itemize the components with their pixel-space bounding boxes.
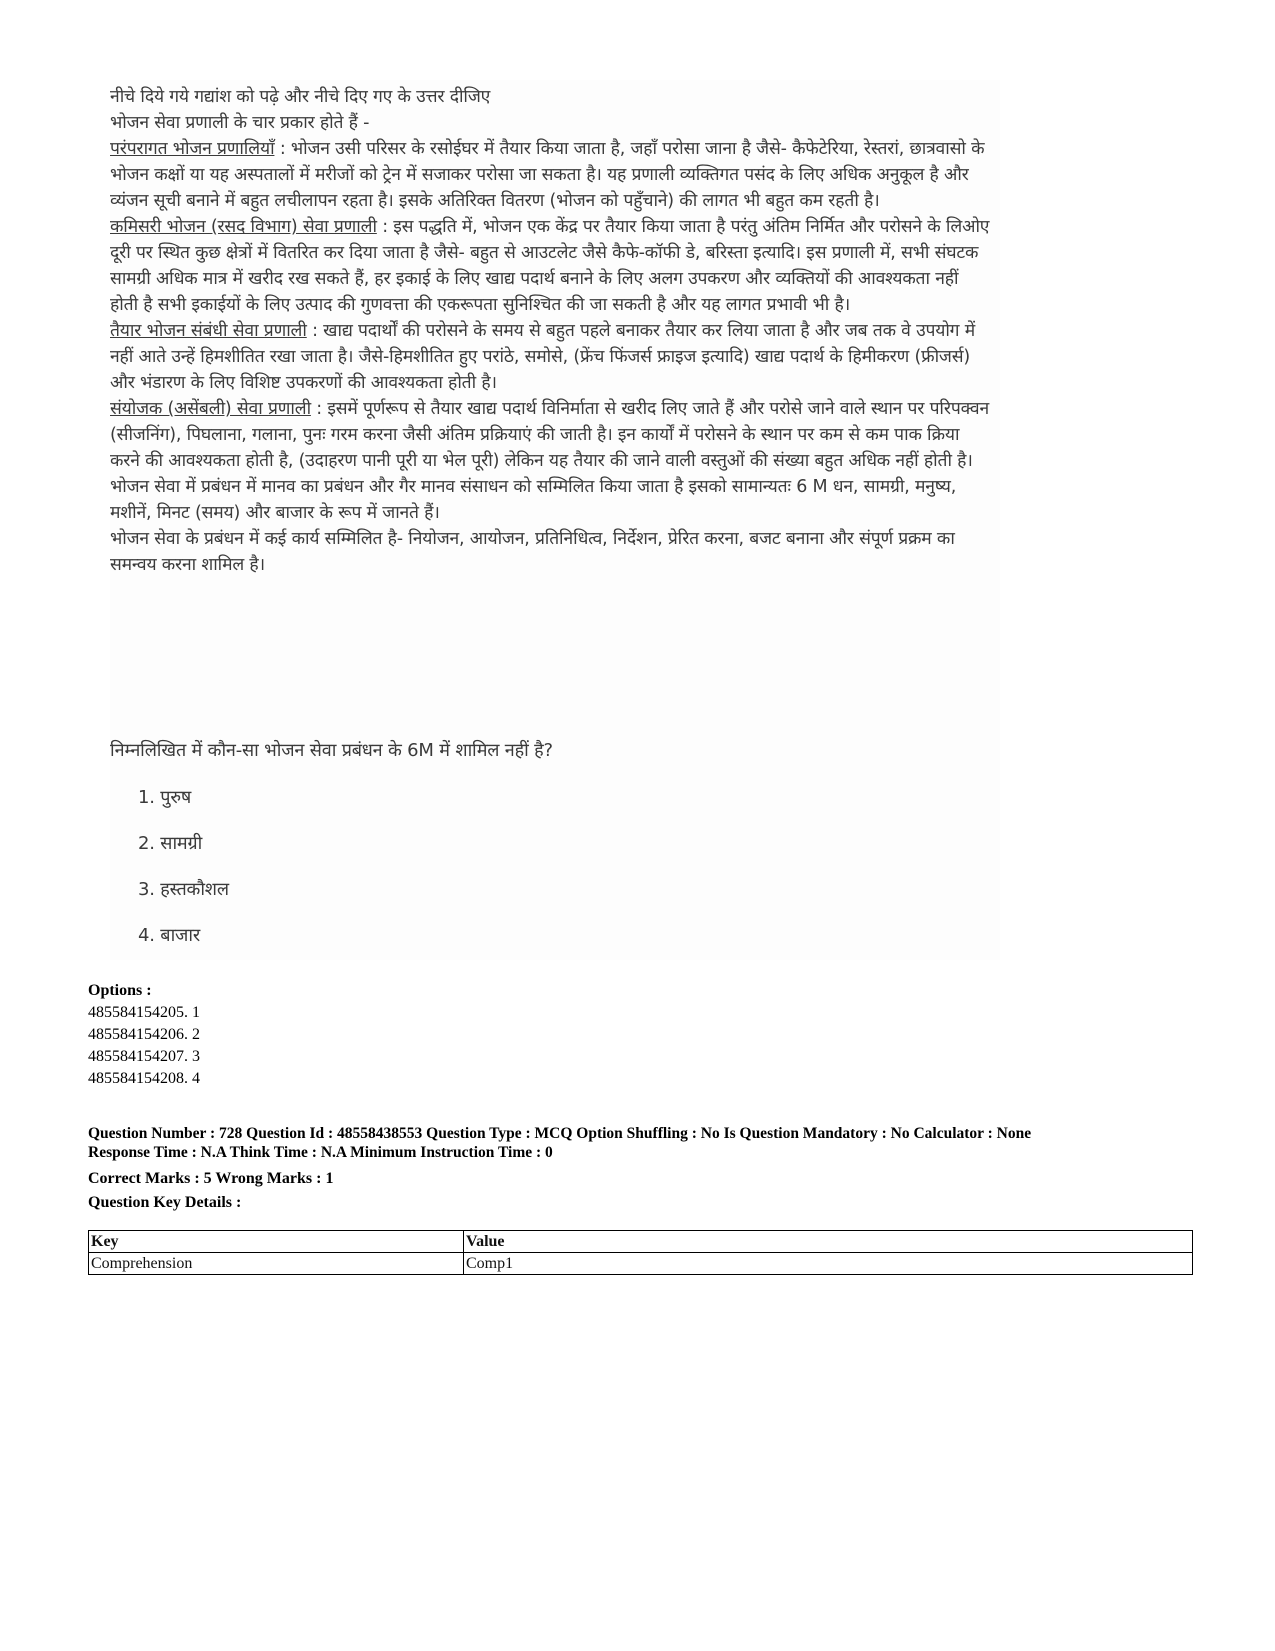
question-meta-line-1: Question Number : 728 Question Id : 48558438553 Question Type : MCQ Option Shuffling : No Is Question Mandatory : No Calculator : None: [88, 1125, 1032, 1142]
paragraph-3-text: : खाद्य पदार्थों की परोसने के समय से बहुत पहले बनाकर तैयार कर लिया जाता है और जब तक वे उपयोग में नहीं आते उन्हें हिमशीतित रखा जाता है। जैसे-हिमशीतित हुए परांठे, समोसे, (फ्रेंच फिंजर्स फ्राइज इत्यादि) खाद्य पदार्थ के हिमीकरण (फ्रीजर्स) और भंडारण के लिए विशिष्ट उपकरणों की आवश्यकता होती है।: [110, 321, 975, 393]
passage-intro: नीचे दिये गये गद्यांश को पढ़े और नीचे दिए गए के उत्तर दीजिए: [110, 87, 491, 107]
option-item-2: 485584154206. 2: [88, 1026, 200, 1043]
paragraph-2-text: : इस पद्धति में, भोजन एक केंद्र पर तैयार किया जाता है परंतु अंतिम निर्मित और परोसने के लिओए दूरी पर स्थित कुछ क्षेत्रों में वितरित कर दिया जाता है जैसे- बहुत से आउटलेट जैसे कैफे-कॉफी डे, बरिस्ता इत्यादि। इस प्रणाली में, सभी संघटक सामग्री अधिक मात्र में खरीद रख सकते हैं, हर इकाई के लिए खाद्य पदार्थ बनाने के लिए अलग उपकरण और व्यक्तियों की आवश्यकता नहीं होती है सभी इकाईयों के लिए उत्पाद की गुणवत्ता की एकरूपता सुनिश्चित की जा सकती है और यह लागत प्रभावी भी है।: [110, 217, 990, 315]
key-details-table: [88, 1230, 1193, 1275]
table-header-value: Value: [464, 1231, 1193, 1253]
option-item-4: 485584154208. 4: [88, 1070, 200, 1087]
choice-3: 3. हस्तकौशल: [138, 879, 229, 900]
passage-paragraph-3: [110, 318, 990, 396]
table-row: [89, 1253, 1193, 1275]
paragraph-2-title: कमिसरी भोजन (रसद विभाग) सेवा प्रणाली: [110, 217, 377, 237]
paragraph-3-title: तैयार भोजन संबंधी सेवा प्रणाली: [110, 321, 307, 341]
table-header-row: [89, 1231, 1193, 1253]
passage-heading: भोजन सेवा प्रणाली के चार प्रकार होते हैं -: [110, 113, 370, 133]
paragraph-4-text: : इसमें पूर्णरूप से तैयार खाद्य पदार्थ विनिर्माता से खरीद लिए जाते हैं और परोसे जाने वाले स्थान पर परिपक्वन (सीजनिंग), पिघलाना, गलाना, पुनः गरम करना जैसी अंतिम प्रक्रियाएं की जाती है। इन कार्यों में परोसने के स्थान पर कम से कम पाक क्रिया करने की आवश्यकता होती है, (उदाहरण पानी पूरी या भेल पूरी) लेकिन यह तैयार की जाने वाली वस्तुओं की संख्या बहुत अधिक नहीं होती है। भोजन सेवा में प्रबंधन में मानव का प्रबंधन और गैर मानव संसाधन को सम्मिलित किया जाता है इसको सामान्यतः 6 M धन, सामग्री, मनुष्य, मशीनें, मिनट (समय) और बाजार के रूप में जानते हैं।: [110, 399, 989, 523]
passage-body: [110, 110, 990, 578]
option-item-3: 485584154207. 3: [88, 1048, 200, 1065]
passage-paragraph-2: [110, 214, 990, 318]
paragraph-1-text: : भोजन उसी परिसर के रसोईघर में तैयार किया जाता है, जहाँ परोसा जाना है जैसे- कैफेटेरिया, रेस्तरां, छात्रवासो के भोजन कक्षों या यह अस्पतालों में मरीजों को ट्रेन में सजाकर परोसा जा सकता है। यह प्रणाली व्यक्तिगत पसंद के लिए अधिक अनुकूल है और व्यंजन सूची बनाने में बहुत लचीलापन रहता है। इसके अतिरिक्त वितरण (भोजन को पहुँचाने) की लागत भी बहुत कम रहती है।: [110, 139, 985, 211]
question-text: निम्नलिखित में कौन-सा भोजन सेवा प्रबंधन के 6M में शामिल नहीं है?: [110, 740, 553, 761]
paragraph-4-title: संयोजक (असेंबली) सेवा प्रणाली: [110, 399, 311, 419]
question-meta-line-2: Response Time : N.A Think Time : N.A Minimum Instruction Time : 0: [88, 1144, 553, 1161]
table-cell-key: Comprehension: [89, 1253, 464, 1275]
passage-paragraph-1: [110, 136, 990, 214]
passage-paragraph-4: [110, 396, 990, 526]
option-item-1: 485584154205. 1: [88, 1004, 200, 1021]
table-header-key: Key: [89, 1231, 464, 1253]
key-details-label: Question Key Details :: [88, 1194, 242, 1211]
passage-paragraph-5: भोजन सेवा के प्रबंधन में कई कार्य सम्मिलित है- नियोजन, आयोजन, प्रतिनिधित्व, निर्देशन, प्रेरित करना, बजट बनाना और संपूर्ण प्रक्रम का समन्वय करना शामिल है।: [110, 529, 955, 575]
choice-2: 2. सामग्री: [138, 833, 203, 854]
table-cell-value: Comp1: [464, 1253, 1193, 1275]
paragraph-1-title: परंपरागत भोजन प्रणालियाँ: [110, 139, 275, 159]
choice-4: 4. बाजार: [138, 925, 201, 946]
options-label: Options :: [88, 982, 152, 999]
choice-1: 1. पुरुष: [138, 787, 192, 808]
comprehension-passage-image: [110, 80, 1000, 960]
marks-line: Correct Marks : 5 Wrong Marks : 1: [88, 1170, 334, 1187]
question-meta: [88, 1124, 1208, 1162]
